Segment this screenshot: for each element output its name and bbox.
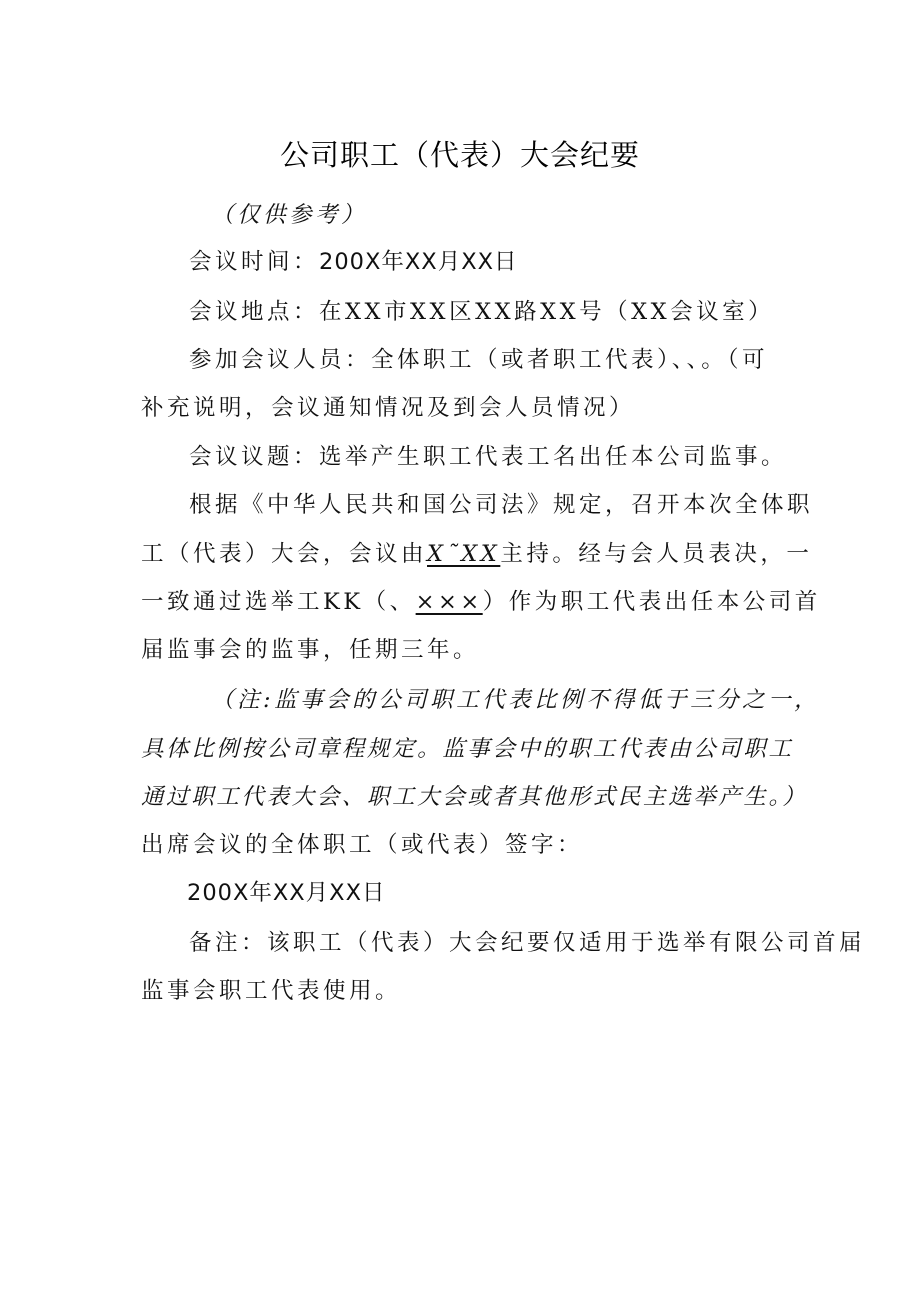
note-line-1: （注:监事会的公司职工代表比例不得低于三分之一， — [211, 687, 821, 713]
reference-note: （仅供参考） — [211, 202, 368, 228]
attendees-line-2: 补充说明，会议通知情况及到会人员情况） — [141, 395, 636, 421]
meeting-time — [189, 246, 518, 278]
body-line-1: 根据《中华人民共和国公司法》规定，召开本次全体职 — [189, 492, 814, 518]
signing-date: 200X年XX月XX日 — [187, 880, 386, 906]
body-line-2-end: 主持。经与会人员表决，一 — [500, 541, 813, 567]
meeting-time-value: 200X年XX月XX日 — [319, 249, 518, 275]
meeting-host: X˜XX — [427, 541, 501, 567]
note-line-2: 具体比例按公司章程规定。监事会中的职工代表由公司职工 — [141, 736, 794, 762]
meeting-agenda: 会议议题：选举产生职工代表工名出任本公司监事。 — [189, 444, 788, 470]
body-line-2 — [141, 538, 812, 570]
document-title: 公司职工（代表）大会纪要 — [279, 138, 640, 172]
signature-label: 出席会议的全体职工（或代表）签字： — [141, 832, 584, 858]
body-line-3 — [141, 586, 821, 618]
remark-line-2: 监事会职工代表使用。 — [141, 978, 402, 1004]
body-line-3-end: ）作为职工代表出任本公司首 — [482, 589, 821, 615]
attendees-line-1: 参加会议人员：全体职工（或者职工代表）、、。（可 — [189, 347, 769, 373]
elected-names: ××× — [415, 589, 483, 615]
meeting-time-label: 会议时间： — [189, 249, 320, 275]
body-line-3-start: 一致通过选举工KK（、 — [141, 589, 416, 615]
remark-line-1: 备注：该职工（代表）大会纪要仅适用于选举有限公司首届 — [189, 930, 866, 956]
meeting-place: 会议地点：在XX市XX区XX路XX号（XX会议室） — [189, 299, 775, 325]
body-line-2-start: 工（代表）大会，会议由 — [141, 541, 428, 567]
note-line-3: 通过职工代表大会、职工大会或者其他形式民主选举产生。） — [141, 784, 808, 810]
body-line-4: 届监事会的监事，任期三年。 — [141, 637, 480, 663]
